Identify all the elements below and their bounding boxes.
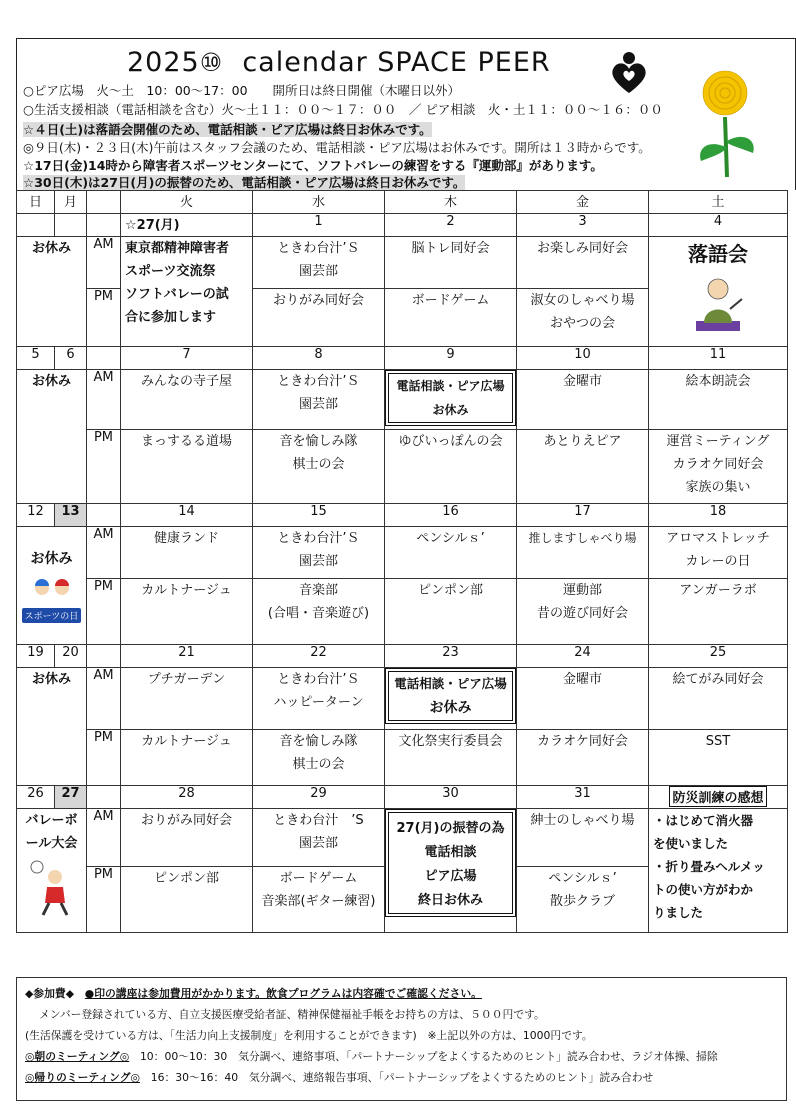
- date-cell: 20: [55, 645, 87, 668]
- event-cell: ときわ台汁’Ｓ 園芸部: [253, 370, 385, 430]
- date-cell: 9: [385, 347, 517, 370]
- date-cell: 5: [17, 347, 55, 370]
- peer-logo-icon: [609, 51, 649, 95]
- header-line-3: ☆４日(土)は落語会開催のため、電話相談・ピア広場は終日お休みです。: [23, 122, 432, 137]
- date-cell: 24: [517, 645, 649, 668]
- date-cell: 28: [121, 786, 253, 809]
- date-cell: 19: [17, 645, 55, 668]
- am-label: AM: [87, 668, 121, 730]
- chrysanthemum-illustration: [687, 69, 763, 179]
- pm-label: PM: [87, 730, 121, 786]
- event-cell: ピンポン部: [385, 579, 517, 645]
- rakugo-cell: 落語会: [649, 237, 788, 347]
- date-cell-holiday: 13: [55, 504, 87, 527]
- pm-label: PM: [87, 289, 121, 347]
- event-cell: ペンシルｓ’ 散歩クラブ: [517, 867, 649, 933]
- sports-kids-illustration: [27, 578, 77, 608]
- week2-am-row: [17, 370, 788, 430]
- fee-heading: ◆参加費◆ ●印の講座は参加費用がかかります。飲食プログラムは内容確でご確認ください。: [25, 987, 482, 1000]
- disaster-drill-title-cell: 防災訓練の感想: [649, 786, 788, 809]
- closed-label: お休み: [17, 237, 87, 347]
- day-header-sun: 日: [17, 191, 55, 214]
- date-cell: 29: [253, 786, 385, 809]
- event-cell: ときわ台汁 ’S 園芸部: [253, 809, 385, 867]
- am-label: AM: [87, 370, 121, 430]
- week2-date-row: [17, 347, 788, 370]
- day-header-fri: 金: [517, 191, 649, 214]
- sports-day-badge: スポーツの日: [22, 608, 82, 623]
- morning-meeting: ◎朝のミーティング◎ 10：00～10：30 気分調べ、連絡事項、「パートナーシップをよくするためのヒント」読み合わせ、ラジオ体操、掃除: [25, 1050, 718, 1063]
- date-cell: 10: [517, 347, 649, 370]
- event-cell: 金曜市: [517, 668, 649, 730]
- calendar-table: [16, 190, 788, 933]
- volleyball-cell: バレーボ ール大会: [17, 809, 87, 933]
- date-cell: 22: [253, 645, 385, 668]
- closed-notice-cell: 電話相談・ピア広場 お休み: [385, 370, 517, 430]
- date-cell: 11: [649, 347, 788, 370]
- event-cell: 絵てがみ同好会: [649, 668, 788, 730]
- event-cell: 絵本朗読会: [649, 370, 788, 430]
- date-cell: 30: [385, 786, 517, 809]
- date-cell: 1: [253, 214, 385, 237]
- event-cell: 音を愉しみ隊 棋士の会: [253, 430, 385, 504]
- date-cell: 23: [385, 645, 517, 668]
- event-cell: 淑女のしゃべり場 おやつの会: [517, 289, 649, 347]
- event-cell: 運営ミーティング カラオケ同好会 家族の集い: [649, 430, 788, 504]
- calendar-header: [16, 38, 796, 190]
- event-cell: 金曜市: [517, 370, 649, 430]
- week4-pm-row: [17, 730, 788, 786]
- date-cell: ☆27(月): [121, 214, 253, 237]
- event-cell: おりがみ同好会: [253, 289, 385, 347]
- event-cell: カルトナージュ: [121, 579, 253, 645]
- event-cell: 東京都精神障害者 スポーツ交流祭 ソフトバレーの試 合に参加します: [121, 237, 253, 347]
- date-cell: 26: [17, 786, 55, 809]
- closed-notice-cell: 27(月)の振替の為 電話相談 ピア広場 終日お休み: [385, 809, 517, 933]
- event-cell: ときわ台汁’Ｓ ハッピーターン: [253, 668, 385, 730]
- date-cell: 8: [253, 347, 385, 370]
- event-cell: 音楽部 (合唱・音楽遊び): [253, 579, 385, 645]
- event-cell: 脳トレ同好会: [385, 237, 517, 289]
- closed-notice-cell: 電話相談・ピア広場 お休み: [385, 668, 517, 730]
- event-cell: まっするる道場: [121, 430, 253, 504]
- event-cell: アンガーラボ: [649, 579, 788, 645]
- event-cell: ときわ台汁’Ｓ 園芸部: [253, 237, 385, 289]
- day-header-wed: 水: [253, 191, 385, 214]
- date-cell: 21: [121, 645, 253, 668]
- event-cell: あとりえピア: [517, 430, 649, 504]
- calendar-page: [16, 38, 796, 1108]
- event-cell: ペンシルｓ’: [385, 527, 517, 579]
- header-line-2: ○生活支援相談（電話相談を含む）火～土１１：００～１７：００ ／ ピア相談 火・土１１：００～１６：００: [23, 102, 663, 117]
- date-cell: 31: [517, 786, 649, 809]
- evening-meeting: ◎帰りのミーティング◎ 16：30～16：40 気分調べ、連絡報告事項、「パートナーシップをよくするためのヒント」読み合わせ: [25, 1071, 654, 1084]
- date-cell: 7: [121, 347, 253, 370]
- week5-am-row: [17, 809, 788, 867]
- event-cell: ボードゲーム 音楽部(ギター練習): [253, 867, 385, 933]
- event-cell: 音を愉しみ隊 棋士の会: [253, 730, 385, 786]
- event-cell: みんなの寺子屋: [121, 370, 253, 430]
- event-cell: ときわ台汁’Ｓ 園芸部: [253, 527, 385, 579]
- closed-label: お休み: [30, 551, 73, 567]
- week3-date-row: [17, 504, 788, 527]
- fee-line-3: (生活保護を受けている方は、「生活力向上支援制度」を利用することができます) ※上記以外の方は、1000円です。: [25, 1029, 593, 1042]
- event-cell: 運動部 昔の遊び同好会: [517, 579, 649, 645]
- event-cell: おりがみ同好会: [121, 809, 253, 867]
- event-cell: お楽しみ同好会: [517, 237, 649, 289]
- header-line-6: ☆30日(木)は27日(月)の振替のため、電話相談・ピア広場は終日お休みです。: [23, 175, 466, 190]
- event-cell: 推しますしゃべり場: [517, 527, 649, 579]
- am-label: AM: [87, 237, 121, 289]
- volleyball-player-illustration: [27, 859, 77, 919]
- week3-pm-row: [17, 579, 788, 645]
- date-cell: 25: [649, 645, 788, 668]
- rakugo-performer-illustration: [690, 275, 746, 333]
- page-title: 2025⑩ calendar SPACE PEER: [127, 47, 551, 78]
- event-cell: 紳士のしゃべり場: [517, 809, 649, 867]
- event-cell: カラオケ同好会: [517, 730, 649, 786]
- event-cell: 健康ランド: [121, 527, 253, 579]
- pm-label: PM: [87, 867, 121, 933]
- closed-cell: [17, 527, 87, 645]
- day-header-thu: 木: [385, 191, 517, 214]
- date-cell: 15: [253, 504, 385, 527]
- fee-line-2: メンバー登録されている方、自立支援医療受給者証、精神保健福祉手帳をお持ちの方は、５００円です。: [39, 1008, 545, 1021]
- week5-date-row: [17, 786, 788, 809]
- day-header-mon: 月: [55, 191, 87, 214]
- week4-am-row: [17, 668, 788, 730]
- event-cell: プチガーデン: [121, 668, 253, 730]
- event-cell: カルトナージュ: [121, 730, 253, 786]
- disaster-drill-notes: ・はじめて消火器 を使いました ・折り畳みヘルメッ トの使い方がわか りました: [649, 809, 788, 933]
- event-cell: ゆびいっぽんの会: [385, 430, 517, 504]
- header-line-1: ○ピア広場 火～土 10：00～17：00 開所日は終日開催（木曜日以外）: [23, 83, 461, 98]
- closed-label: お休み: [17, 668, 87, 786]
- pm-label: PM: [87, 430, 121, 504]
- event-cell: ボードゲーム: [385, 289, 517, 347]
- date-cell: 2: [385, 214, 517, 237]
- header-line-4: ◎９日(木)・２３日(木)午前はスタッフ会議のため、電話相談・ピア広場はお休みです。開所は１３時からです。: [23, 140, 651, 155]
- date-cell: 12: [17, 504, 55, 527]
- weekday-header-row: [17, 191, 788, 214]
- week3-am-row: [17, 527, 788, 579]
- fee-footer: [16, 977, 787, 1101]
- week1-am-row: [17, 237, 788, 289]
- am-label: AM: [87, 527, 121, 579]
- date-cell: 17: [517, 504, 649, 527]
- date-cell: 16: [385, 504, 517, 527]
- day-header-sat: 土: [649, 191, 788, 214]
- week2-pm-row: [17, 430, 788, 504]
- week1-date-row: [17, 214, 788, 237]
- am-label: AM: [87, 809, 121, 867]
- event-cell: 文化祭実行委員会: [385, 730, 517, 786]
- closed-label: お休み: [17, 370, 87, 504]
- event-cell: ピンポン部: [121, 867, 253, 933]
- date-cell: 14: [121, 504, 253, 527]
- date-cell-holiday: 27: [55, 786, 87, 809]
- date-cell: 6: [55, 347, 87, 370]
- header-line-5: ☆17日(金)14時から障害者スポーツセンターにて、ソフトバレーの練習をする『運動部』があります。: [23, 158, 603, 173]
- date-cell: 18: [649, 504, 788, 527]
- event-cell: アロマストレッチ カレーの日: [649, 527, 788, 579]
- pm-label: PM: [87, 579, 121, 645]
- date-cell: 3: [517, 214, 649, 237]
- day-header-tue: 火: [121, 191, 253, 214]
- date-cell: 4: [649, 214, 788, 237]
- week4-date-row: [17, 645, 788, 668]
- event-cell: SST: [649, 730, 788, 786]
